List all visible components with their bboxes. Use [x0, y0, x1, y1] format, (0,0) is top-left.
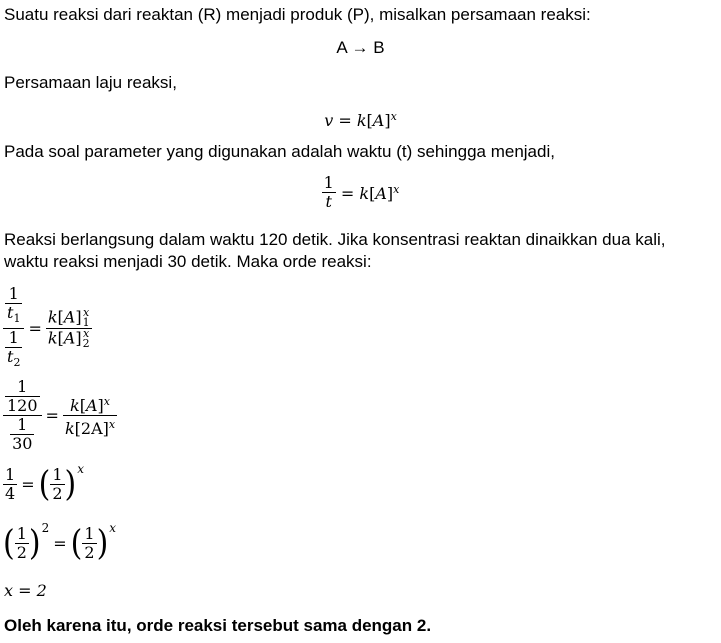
ratio-equation-general: $\frac{\frac{1}{t_1}}{\frac{1}{t_2}}$ = k[A] x 1 k[A] x 2	[3, 285, 92, 372]
conc-A: A	[63, 328, 76, 348]
equals-sign: =	[340, 183, 355, 203]
subscript-1: 1	[82, 316, 90, 329]
frac-num: 1	[84, 524, 95, 543]
rate-equation: $v = k[A]^x$	[324, 110, 397, 130]
equals-sign: =	[21, 475, 35, 494]
order-x: x	[83, 327, 90, 340]
conc-A: A	[375, 183, 387, 203]
order-x: x	[83, 306, 90, 319]
conc-A: A	[372, 111, 385, 130]
frac-den-4: 4	[5, 484, 16, 503]
half-power-equation: ( $\frac{1}{2}$ ) 2 = ( $\frac{1}{2}$ ) x	[3, 520, 117, 564]
result-equation: x = 2	[4, 581, 47, 600]
conc-2A: 2A	[80, 419, 103, 438]
frac-num: 1	[10, 416, 34, 435]
ratio-equation-numeric: $\frac{\frac{1}{120}}{\frac{1}{30}}$ = $\frac{k[A]^x}{k[2A]^x}$	[3, 378, 117, 453]
conclusion-text: Oleh karena itu, orde reaksi tersebut sama dengan 2.	[4, 616, 432, 635]
order-x: x	[77, 461, 84, 476]
rate-k: k	[70, 396, 80, 415]
frac-den-2: 2	[16, 543, 27, 562]
equals-sign: =	[338, 111, 352, 130]
time-30: 30	[12, 434, 33, 453]
rate-v: v	[324, 111, 334, 130]
subscript-1: 1	[13, 312, 21, 325]
subscript-2: 2	[13, 356, 21, 369]
reaction-equation: A → B	[336, 38, 385, 57]
equals-sign: =	[45, 406, 59, 425]
exponent-2: 2	[41, 520, 50, 535]
param-intro-text: Pada soal parameter yang digunakan adalah waktu (t) sehingga menjadi,	[4, 142, 555, 161]
subscript-2: 2	[82, 337, 90, 350]
order-x: x	[108, 418, 116, 431]
equals-sign: =	[28, 319, 42, 338]
frac-num: 1	[16, 524, 27, 543]
t2: t	[7, 347, 14, 366]
t1: t	[7, 303, 14, 322]
quarter-equation: $\frac{1}{4}$ = ( $\frac{1}{2}$ ) x	[5, 461, 84, 505]
frac-num: 1	[52, 465, 63, 484]
intro-text: Suatu reaksi dari reaktan (R) menjadi produk (P), misalkan persamaan reaksi:	[4, 5, 591, 24]
frac-num: 1	[5, 285, 22, 304]
rate-k: k	[47, 328, 58, 348]
order-x: x	[103, 395, 111, 408]
problem-line-2: waktu reaksi menjadi 30 detik. Maka orde reaksi:	[4, 252, 372, 271]
conc-A: A	[63, 307, 76, 327]
frac-num: 1	[5, 329, 22, 348]
rate-k: k	[356, 111, 367, 130]
time-120: 120	[7, 396, 38, 415]
rate-k: k	[359, 183, 370, 203]
equals-sign: =	[53, 534, 67, 553]
frac-den: t	[325, 192, 332, 211]
rate-k: k	[47, 307, 58, 327]
frac-num: 1	[5, 465, 16, 484]
order-x: x	[393, 182, 400, 196]
frac-num: 1	[5, 378, 40, 397]
time-rate-equation: $\frac{1}{t}$ = $k[A]^x$	[323, 173, 400, 211]
problem-line-1: Reaksi berlangsung dalam waktu 120 detik. Jika konsentrasi reaktan dinaikkan dua kali,	[4, 230, 666, 249]
conc-A: A	[85, 396, 98, 415]
order-x: x	[109, 520, 117, 535]
frac-num: 1	[323, 173, 334, 192]
frac-den-2: 2	[52, 484, 63, 503]
order-x: x	[390, 110, 397, 123]
frac-den-2: 2	[84, 543, 95, 562]
rate-k: k	[64, 419, 75, 438]
rate-intro-text: Persamaan laju reaksi,	[4, 73, 177, 92]
